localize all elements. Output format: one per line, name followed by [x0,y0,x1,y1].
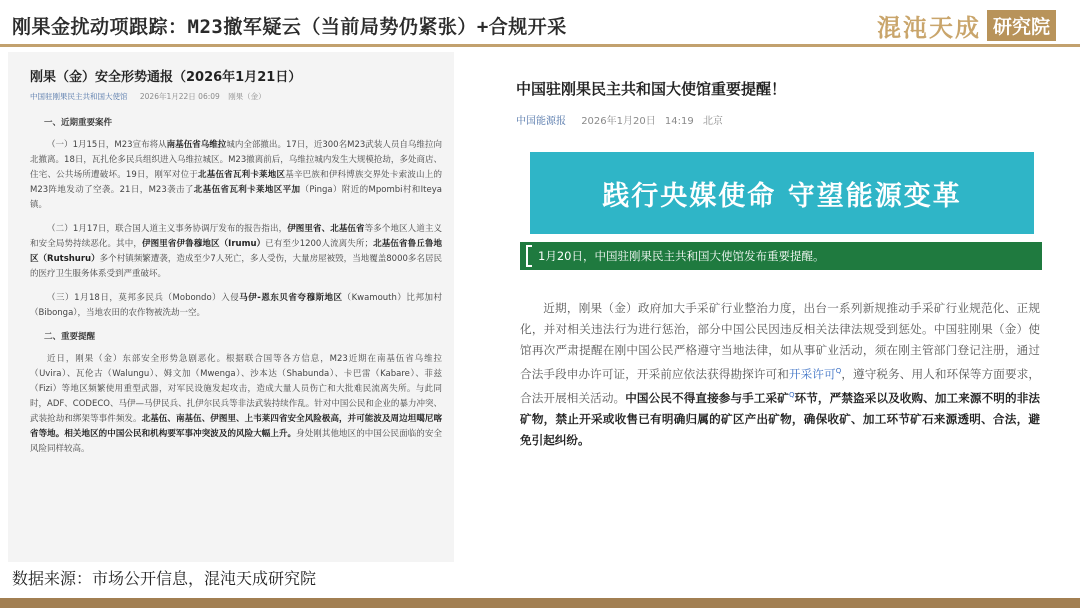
title-divider [0,44,1080,47]
left-section-head-1: 一、近期重要案件 [44,118,113,128]
left-paragraph-2: （二）1月17日，联合国人道主义事务协调厅发布的报告指出，伊图里省、北基伍省等多个地区人道主义和安全局势持续恶化。其中，伊图里省伊鲁穆地区（Irumu）已有至少1200人流离失所；北基伍省鲁丘鲁地区（Rutshuru）多个村镇频繁遭袭，造成至少7人死亡，多人受伤，大量房屋被毁，当地覆盖8000多名居民的医疗卫生服务体系受到严重破坏。 [30,224,442,279]
slogan-banner-text: 践行央媒使命 守望能源变革 [602,180,962,212]
slide-title: 刚果金扰动项跟踪：M23撤军疑云（当前局势仍紧张）+合规开采 [12,16,567,38]
brand-logo [877,8,1056,42]
right-doc-date: 2026年1月20日 [581,116,656,127]
right-doc-body: 近期，刚果（金）政府加大手采矿行业整治力度，出台一系列新规推动手采矿行业规范化、正规化，并对相关违法行为进行惩治，部分中国公民因违反相关法律法规受到惩处。中国驻刚果（金）使馆再次严肃提醒在刚中国公民严格遵守当地法律，如从事矿业活动，须在刚主管部门登记注册，通过合法手段申办许可证，开采前应依法获得勘探许可和开采许可$^Q$，遵守税务、用人和环保等方面要求，合法开展相关活动。中国公民不得直接参与手工采矿$^Q$环节，严禁盗采以及收购、加工来源不明的非法矿物，禁止开采或收售已有明确归属的矿区产出矿物，确保收矿、加工环节矿石来源透明、合法，避免引起纠纷。 [520,301,1040,447]
left-doc-location: 刚果（金） [228,92,266,101]
data-source-note: 数据来源：市场公开信息，混沌天成研究院 [12,569,317,588]
right-doc-meta [516,112,729,127]
search-icon: Q [788,390,795,399]
search-icon: Q [835,367,842,375]
left-doc-source[interactable]: 中国驻刚果民主共和国大使馆 [30,92,128,101]
brand-name: 混沌天成 [876,12,981,42]
left-paragraph-4: 近日，刚果（金）东部安全形势急剧恶化。根据联合国等各方信息，M23近期在南基伍省乌维拉（Uvira）、瓦伦古（Walungu）、姆文加（Mwenga）、沙本达（Shabunda）、卡巴雷（Kabare）、菲兹（Fizi）等地区频繁使用重型武器，对军民设施发起攻击，造成大量人员伤亡和大批难民流离失所。与此同时，ADF、CODECO、马伊—马伊民兵、扎伊尔民兵等非法武装持续作乱。针对中国公民和企业的暴力冲突、武装抢劫和绑架等事件频发。北基伍、南基伍、伊图里、上韦莱四省安全风险极高，并可能波及周边坦噶尼喀省等地。相关地区的中国公民和机构要军事冲突波及的风险大幅上升。身处刚其他地区的中国公民面临的安全风险同样较高。 [30,354,442,454]
left-doc-date: 2026年1月22日 06:09 [139,92,220,101]
brand-tag: 研究院 [987,10,1056,41]
link-mining-permit[interactable]: 开采许可 [788,366,836,381]
link-artisanal-mining[interactable]: 手工采矿 [742,390,789,405]
left-document-panel [8,52,454,562]
left-doc-title: 刚果（金）安全形势通报（2026年1月21日） [30,70,302,85]
right-document-panel [498,66,1064,476]
left-paragraph-3: （三）1月18日，莫邦多民兵（Mobondo）入侵马伊-恩东贝省夸穆斯地区（Kwamouth）比邦加村（Bibonga），当地农田的农作物被洗劫一空。 [30,293,443,318]
slogan-banner [530,152,1034,234]
right-doc-time: 14:19 [664,116,694,127]
right-doc-source[interactable]: 中国能源报 [516,116,566,127]
left-doc-meta [30,91,442,102]
left-section-head-2: 二、重要提醒 [44,332,96,342]
right-doc-title: 中国驻刚果民主共和国大使馆重要提醒！ [516,80,787,98]
left-paragraph-1: （一）1月15日，M23宣布将从南基伍省乌维拉城内全部撤出。17日，近300名M23武装人员自乌维拉向北撤离。18日，瓦扎伦多民兵组织进入乌维拉城区。M23撤离前后，乌维拉城内发生大规模抢劫，多处商店、住宅、公共场所遭破坏。19日，刚军对位于北基伍省瓦利卡莱地区基辛巴族和伊科博族交界处卡索波山上的M23阵地发动了空袭。21日，M23袭击了北基伍省瓦利卡莱地区平加（Pinga）附近的Mpombi村和Iteya镇。 [30,140,442,210]
right-doc-location: 北京 [702,116,723,127]
highlight-text: 1月20日，中国驻刚果民主共和国大使馆发布重要提醒。 [538,249,825,263]
highlight-bar [520,242,1042,270]
bottom-bar [0,598,1080,608]
bracket-icon [526,245,532,267]
